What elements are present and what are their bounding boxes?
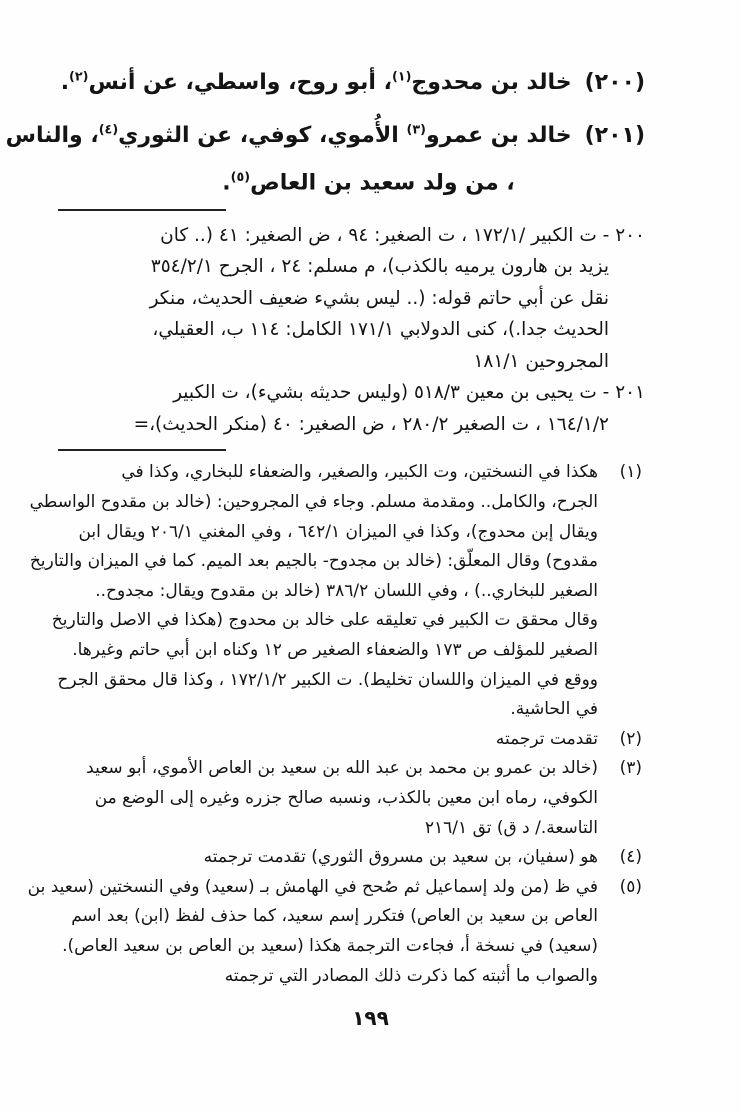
footnote-2: [58, 725, 642, 755]
entry-201-line2: [58, 159, 645, 202]
entry-200-number: (٢٠٠): [584, 70, 645, 96]
text-run: الأُموي، كوفي، عن الثوري: [118, 122, 407, 148]
entry-200-text: [61, 70, 572, 95]
footnotes-section: [27, 458, 645, 991]
reference-line: ٢٠١ - ت يحيى بن معين ٥١٨/٣ (وليس حديثه بشيء)، ت الكبير: [173, 382, 645, 404]
footnote-text: تقدمت ترجمته: [495, 728, 598, 749]
page-number: ١٩٩: [352, 1006, 389, 1030]
footnote-line: [58, 725, 642, 755]
text-run: .: [222, 169, 231, 195]
text-run: ، والناس: [5, 122, 99, 148]
text-run: خالد بن عمرو: [425, 122, 572, 148]
footnote-ref-marker: (١): [391, 70, 412, 85]
entry-200: [58, 54, 645, 106]
footnote-line: [58, 843, 642, 873]
footnote-5-marker: (٥): [619, 876, 642, 897]
footnote-2-marker: (٢): [619, 728, 642, 749]
reference-line: المجروحين ١٨١/١: [473, 350, 609, 372]
footnote-line: الجرح، والكامل.. ومقدمة مسلم. وجاء في المجروحين: (خالد بن مقدوح الواسطي: [29, 492, 598, 513]
footnote-line: مقدوح) وقال المعلّق: (خالد بن مجدوح- بالجيم بعد الميم. كما في الميزان والتاريخ: [29, 551, 598, 572]
footnote-ref-marker: (٤): [98, 122, 119, 138]
footnote-ref-marker: (٥): [230, 169, 251, 185]
reference-line: ٢٠٠ - ت الكبير /١٧٢/١ ، ت الصغير: ٩٤ ، ض الصغير: ٤١ (.. كان: [160, 224, 645, 246]
footnote-5: [27, 873, 642, 991]
footnote-line: [27, 873, 642, 903]
footnote-text: (خالد بن عمرو بن محمد بن عبد الله بن سعيد بن العاص الأموي، أبو سعيد: [86, 758, 598, 779]
footnote-line: ووقع في الميزان واللسان تخليط). ت الكبير ١٧٢/١/٢ ، وكذا قال محقق الجرح: [57, 669, 598, 690]
entry-201-number: (٢٠١): [584, 122, 645, 148]
text-run: خالد بن محدوج: [411, 70, 572, 96]
references-separator-rule: [58, 209, 226, 211]
footnote-text: في ظ (من ولد إسماعيل ثم صُحح في الهامش بـ (سعيد) وفي النسختين (سعيد بن: [27, 876, 598, 897]
footnote-line: [58, 754, 642, 784]
entry-201-text: [6, 123, 572, 148]
footnote-text: هكذا في النسختين، وت الكبير، والصغير، والضعفاء للبخاري، وكذا في: [121, 462, 598, 483]
footnote-line: (سعيد) في نسخة أ، فجاءت الترجمة هكذا (سعيد بن العاص بن سعيد العاص).: [62, 935, 598, 956]
footnote-line: العاص بن سعيد بن العاص) فتكرر إسم سعيد، كما حذف لفظ (ابن) بعد اسم: [71, 906, 598, 927]
footnote-text: هو (سفيان، بن سعيد بن مسروق الثوري) تقدمت ترجمته: [203, 847, 598, 868]
footnote-1-marker: (١): [619, 462, 642, 483]
references-section: [58, 220, 645, 441]
text-run: ، أبو روح، واسطي، عن أنس: [88, 70, 392, 96]
footnote-line: الكوفي، رماه ابن معين بالكذب، ونسبه صالح جزره وغيره إلى الوضع من: [94, 788, 598, 809]
page-content: [5, 54, 645, 991]
reference-line: الحديث جدا.)، كنى الدولابي ١٧١/١ الكامل: ١١٤ ب، العقيلي،: [152, 319, 609, 341]
footnote-line: الصغير للبخاري..) ، وفي اللسان ٣٨٦/٢ (خالد بن مقدوح ويقال: مجدوح..: [95, 580, 598, 601]
footnote-line: [58, 458, 642, 488]
footnote-ref-marker: (٣): [406, 122, 426, 138]
footnote-line: الصغير للمؤلف ص ١٧٣ والضعفاء الصغير ص ١٢ وكناه ابن أبي حاتم وغيرها.: [72, 640, 598, 661]
footnote-3-marker: (٣): [619, 758, 642, 779]
reference-line: يزيد بن هارون يرميه بالكذب)، م مسلم: ٢٤ ، الجرح ٣٥٤/٢/١: [150, 256, 609, 278]
text-run: ، من ولد سعيد بن العاص: [250, 169, 515, 195]
footnotes-separator-rule: [58, 449, 226, 451]
footnote-ref-marker: (٢): [69, 70, 89, 85]
footnote-line: وقال محقق ت الكبير في تعليقه على خالد بن محدوج (هكذا في الاصل والتاريخ: [51, 610, 598, 631]
main-entries: [5, 54, 645, 202]
footnote-1: [29, 458, 642, 724]
reference-line: ١٦٤/١/٢ ، ت الصغير ٢٨٠/٢ ، ض الصغير: ٤٠ (منكر الحديث)،=: [133, 413, 609, 435]
footnote-4-marker: (٤): [619, 847, 642, 868]
footnote-line: في الحاشية.: [510, 699, 598, 720]
footnote-line: التاسعة./ د ق) تق ٢١٦/١: [424, 817, 598, 838]
footnote-line: والصواب ما أثبته كما ذكرت ذلك المصادر التي ترجمته: [224, 965, 598, 986]
reference-line: نقل عن أبي حاتم قوله: (.. ليس بشيء ضعيف الحديث، منكر: [149, 287, 609, 309]
entry-201-line1: [5, 106, 645, 158]
text-run: .: [60, 70, 70, 96]
footnote-3: [58, 754, 642, 843]
footnote-4: [58, 843, 642, 873]
footnote-line: ويقال إبن محدوج)، وكذا في الميزان ٦٤٢/١ ، وفي المغني ٢٠٦/١ ويقال ابن: [78, 521, 598, 542]
